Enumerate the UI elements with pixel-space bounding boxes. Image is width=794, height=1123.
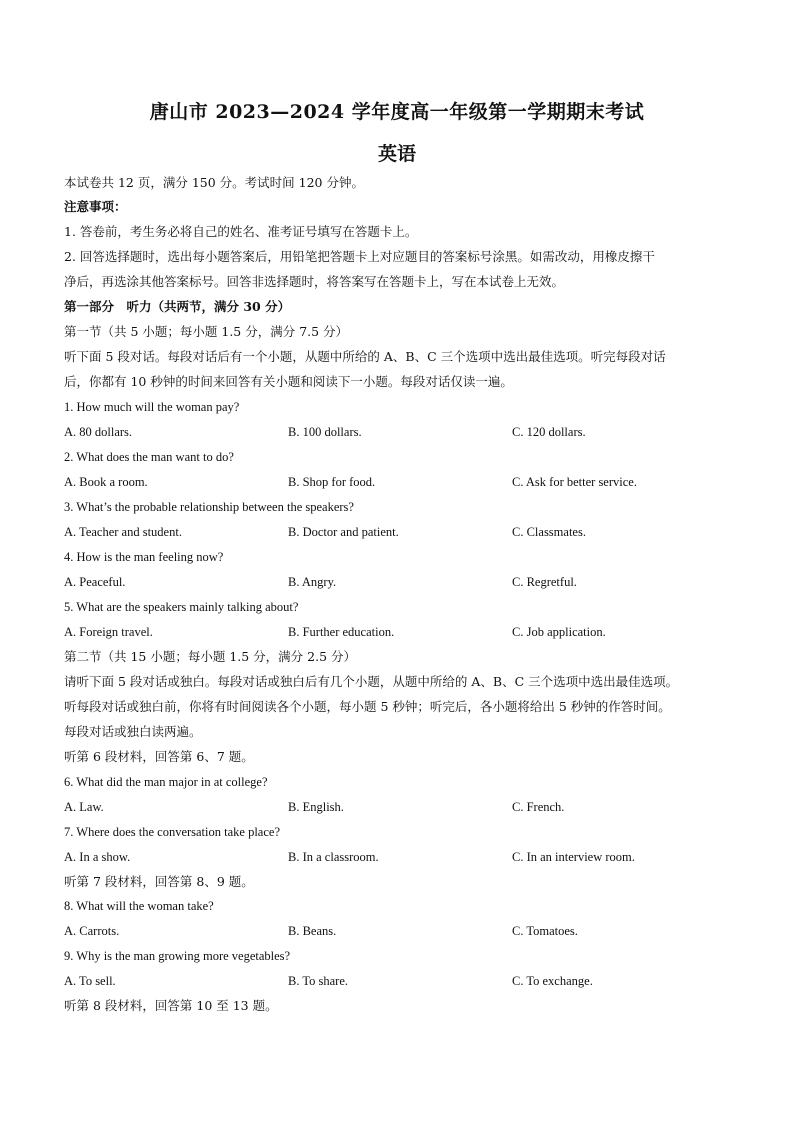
option-a: A. 80 dollars. — [64, 425, 133, 439]
option-a: A. Teacher and student. — [64, 525, 182, 539]
part1-heading: 第一部分 听力（共两节，满分 30 分） — [64, 299, 291, 314]
option-c: C. Regretful. — [512, 575, 577, 589]
question-stem: 8. What will the woman take? — [64, 899, 214, 913]
option-c: C. Ask for better service. — [512, 475, 637, 489]
option-a: A. Peaceful. — [64, 575, 126, 589]
option-a: A. Foreign travel. — [64, 625, 153, 639]
question-stem: 7. Where does the conversation take place? — [64, 825, 280, 839]
option-b: B. Further education. — [288, 625, 395, 639]
option-c: C. French. — [512, 800, 565, 814]
option-c: C. To exchange. — [512, 974, 593, 988]
option-b: B. Beans. — [288, 924, 337, 938]
section1-instructions: 听下面 5 段对话。每段对话后有一个小题，从题中所给的 A、B、C 三个选项中选出最佳选项。听完每段对话 — [64, 349, 666, 364]
material-7-label: 听第 7 段材料，回答第 8、9 题。 — [64, 874, 254, 889]
option-b: B. In a classroom. — [288, 850, 379, 864]
section2-heading: 第二节（共 15 小题；每小题 1.5 分，满分 2.5 分） — [64, 649, 357, 664]
question-stem: 9. Why is the man growing more vegetables? — [64, 949, 291, 963]
question-stem: 5. What are the speakers mainly talking about? — [64, 600, 299, 614]
option-c: C. In an interview room. — [512, 850, 635, 864]
option-c: C. Tomatoes. — [512, 924, 578, 938]
option-b: B. Doctor and patient. — [288, 525, 399, 539]
option-b: B. Shop for food. — [288, 475, 376, 489]
option-b: B. English. — [288, 800, 344, 814]
option-a: A. Law. — [64, 800, 104, 814]
material-6-label: 听第 6 段材料，回答第 6、7 题。 — [64, 749, 254, 764]
option-b: B. To share. — [288, 974, 348, 988]
question-stem: 1. How much will the woman pay? — [64, 400, 240, 414]
question-stem: 3. What’s the probable relationship between the speakers? — [64, 500, 354, 514]
question-stem: 2. What does the man want to do? — [64, 450, 234, 464]
option-a: A. To sell. — [64, 974, 116, 988]
notice-item-2: 2. 回答选择题时，选出每小题答案后，用铅笔把答题卡上对应题目的答案标号涂黑。如需改动，用橡皮擦干 — [64, 249, 655, 264]
section1-heading: 第一节（共 5 小题；每小题 1.5 分，满分 7.5 分） — [64, 324, 349, 339]
option-b: B. 100 dollars. — [288, 425, 362, 439]
material-8-label: 听第 8 段材料，回答第 10 至 13 题。 — [64, 998, 278, 1013]
question-stem: 4. How is the man feeling now? — [64, 550, 224, 564]
option-c: C. 120 dollars. — [512, 425, 586, 439]
section2-instructions-cont: 听每段对话或独白前，你将有时间阅读各个小题，每小题 5 秒钟；听完后，各小题将给出 5 秒钟的作答时间。 — [64, 699, 671, 714]
notice-heading: 注意事项： — [64, 199, 127, 214]
section2-instructions: 请听下面 5 段对话或独白。每段对话或独白后有几个小题，从题中所给的 A、B、C 三个选项中选出最佳选项。 — [64, 674, 679, 689]
option-a: A. In a show. — [64, 850, 131, 864]
exam-title: 唐山市 2023—2024 学年度高一年级第一学期期末考试 — [149, 101, 645, 123]
option-a: A. Carrots. — [64, 924, 120, 938]
option-c: C. Job application. — [512, 625, 606, 639]
notice-item-2-cont: 净后，再选涂其他答案标号。回答非选择题时，将答案写在答题卡上，写在本试卷上无效。 — [64, 274, 565, 289]
option-c: C. Classmates. — [512, 525, 586, 539]
exam-summary: 本试卷共 12 页，满分 150 分。考试时间 120 分钟。 — [64, 175, 364, 190]
option-b: B. Angry. — [288, 575, 337, 589]
option-a: A. Book a room. — [64, 475, 148, 489]
question-stem: 6. What did the man major in at college? — [64, 775, 268, 789]
section2-instructions-end: 每段对话或独白读两遍。 — [64, 724, 202, 739]
subject-title: 英语 — [377, 143, 416, 165]
notice-item-1: 1. 答卷前，考生务必将自己的姓名、准考证号填写在答题卡上。 — [64, 224, 418, 239]
section1-instructions-cont: 后，你都有 10 秒钟的时间来回答有关小题和阅读下一小题。每段对话仅读一遍。 — [64, 374, 513, 389]
